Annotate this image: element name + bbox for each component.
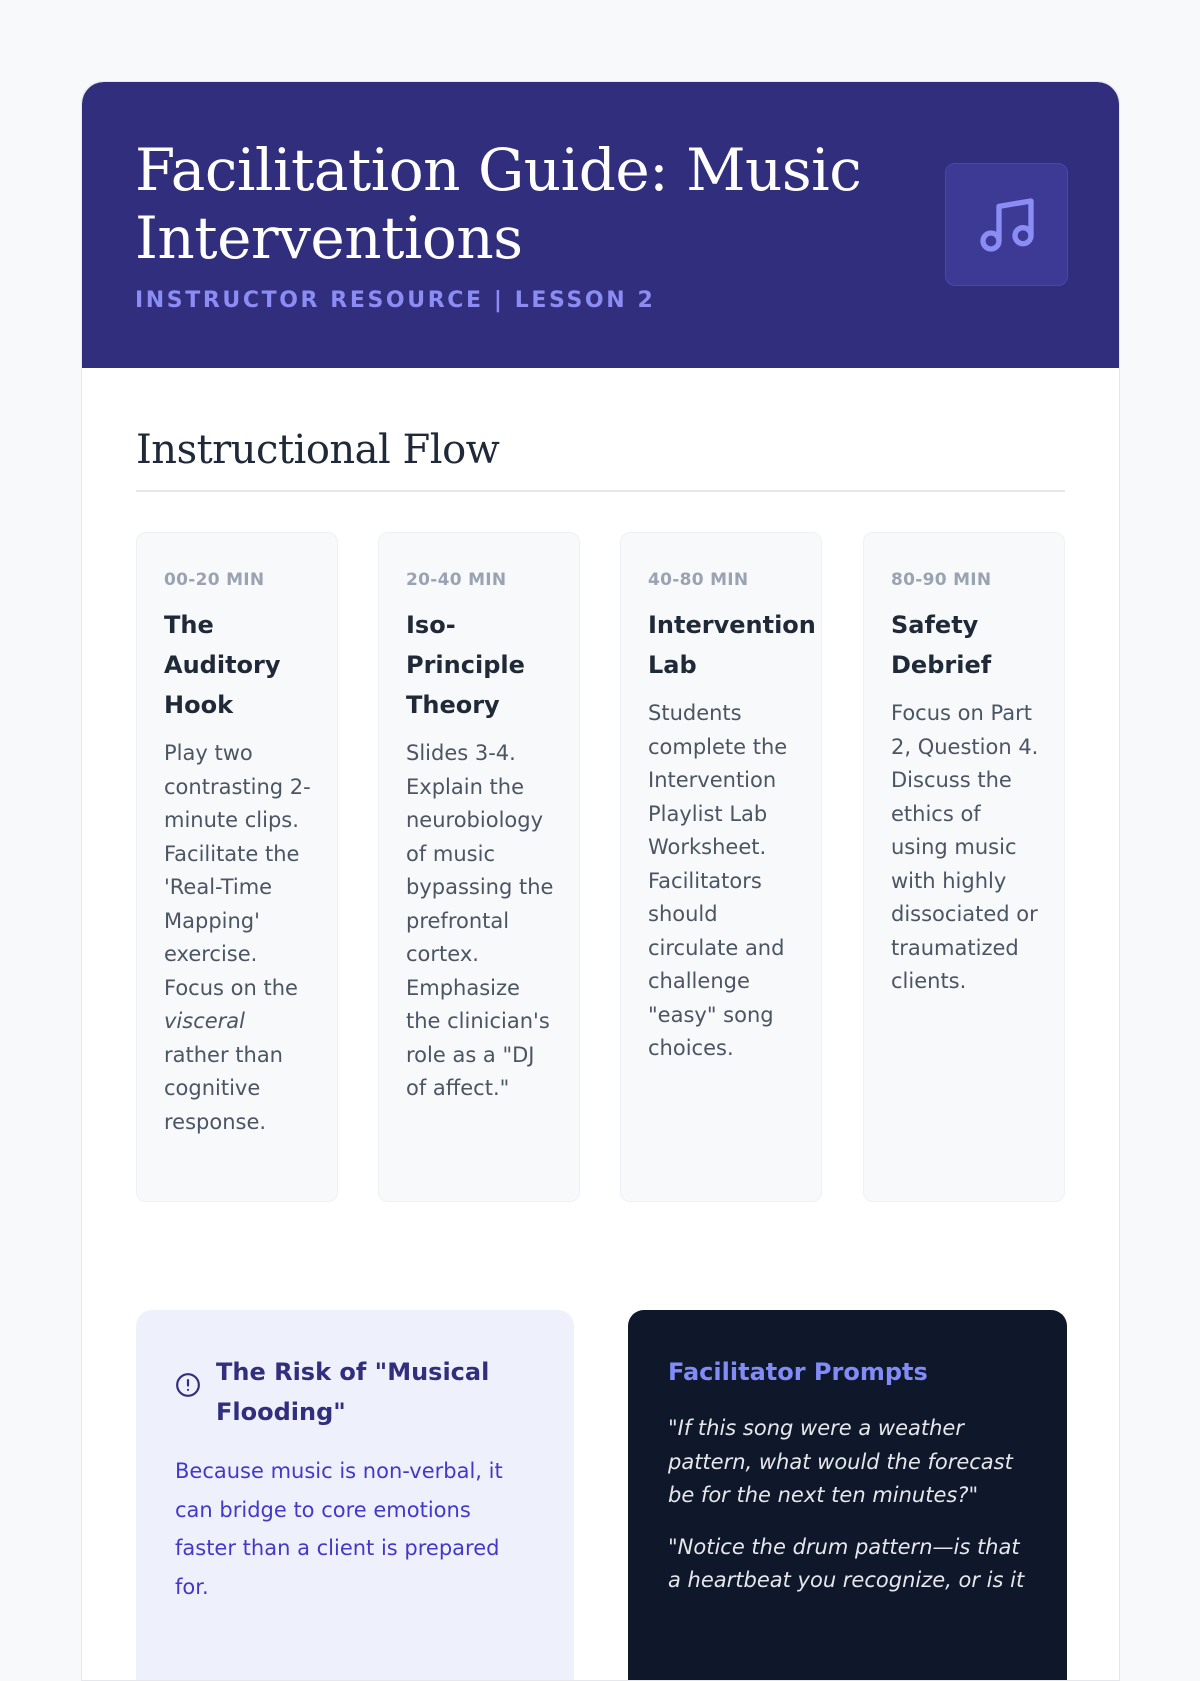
flow-step-auditory-hook xyxy=(136,532,338,1202)
callouts-row xyxy=(136,1310,1065,1681)
page-title: Facilitation Guide: Music Interventions xyxy=(135,136,862,272)
step-time: 00-20 MIN xyxy=(164,570,265,590)
prompts-title: Facilitator Prompts xyxy=(668,1358,928,1386)
section-heading-instructional-flow: Instructional Flow xyxy=(136,368,1065,492)
flow-step-iso-principle xyxy=(378,532,580,1202)
step-description: Focus on Part 2, Question 4. Discuss the ethics of using music with highly dissociated or traumatized clients. xyxy=(891,701,1039,993)
instructional-flow-steps xyxy=(136,532,1065,1202)
step-title: Safety Debrief xyxy=(891,611,992,679)
step-description: Slides 3-4. Explain the neurobiology of music bypassing the prefrontal cortex. Emphasize the clinician's role as a "DJ of affect." xyxy=(406,741,554,1100)
facilitator-prompts-callout xyxy=(628,1310,1067,1681)
step-title: Intervention Lab xyxy=(648,611,816,679)
risk-callout-title: The Risk of "Musical Flooding" xyxy=(216,1358,490,1426)
risk-callout-header xyxy=(175,1352,536,1432)
page-subtitle: INSTRUCTOR RESOURCE | LESSON 2 xyxy=(135,288,656,313)
step-text-part: rather than cognitive response. xyxy=(164,1042,283,1134)
music-icon-box xyxy=(945,163,1068,286)
flow-step-safety-debrief xyxy=(863,532,1065,1202)
facilitator-prompt: "If this song were a weather pattern, what would the forecast be for the next ten minutes?" xyxy=(668,1416,1013,1507)
step-text-emphasis: visceral xyxy=(164,1009,246,1033)
step-time: 40-80 MIN xyxy=(648,570,749,590)
facilitator-prompt: "Notice the drum pattern—is that a heartbeat you recognize, or is it xyxy=(668,1534,1025,1592)
step-time: 20-40 MIN xyxy=(406,570,507,590)
step-title: The Auditory Hook xyxy=(164,611,281,719)
risk-callout xyxy=(136,1310,574,1681)
facilitation-guide-page xyxy=(81,81,1120,1681)
page-body xyxy=(82,368,1119,1681)
step-title: Iso-Principle Theory xyxy=(406,611,525,719)
flow-step-intervention-lab xyxy=(620,532,822,1202)
step-time: 80-90 MIN xyxy=(891,570,992,590)
risk-callout-text: Because music is non-verbal, it can bridge to core emotions faster than a client is prepared for. xyxy=(175,1459,503,1599)
step-description: Students complete the Intervention Playlist Lab Worksheet. Facilitators should circulate and challenge "easy" song choices. xyxy=(648,701,788,1060)
alert-circle-icon xyxy=(175,1372,201,1398)
music-note-icon xyxy=(975,193,1039,257)
step-text-part: Play two contrasting 2-minute clips. Facilitate the 'Real-Time Mapping' exercise. Focus on the xyxy=(164,741,311,1000)
step-description xyxy=(164,737,315,1139)
page-header xyxy=(82,82,1119,368)
